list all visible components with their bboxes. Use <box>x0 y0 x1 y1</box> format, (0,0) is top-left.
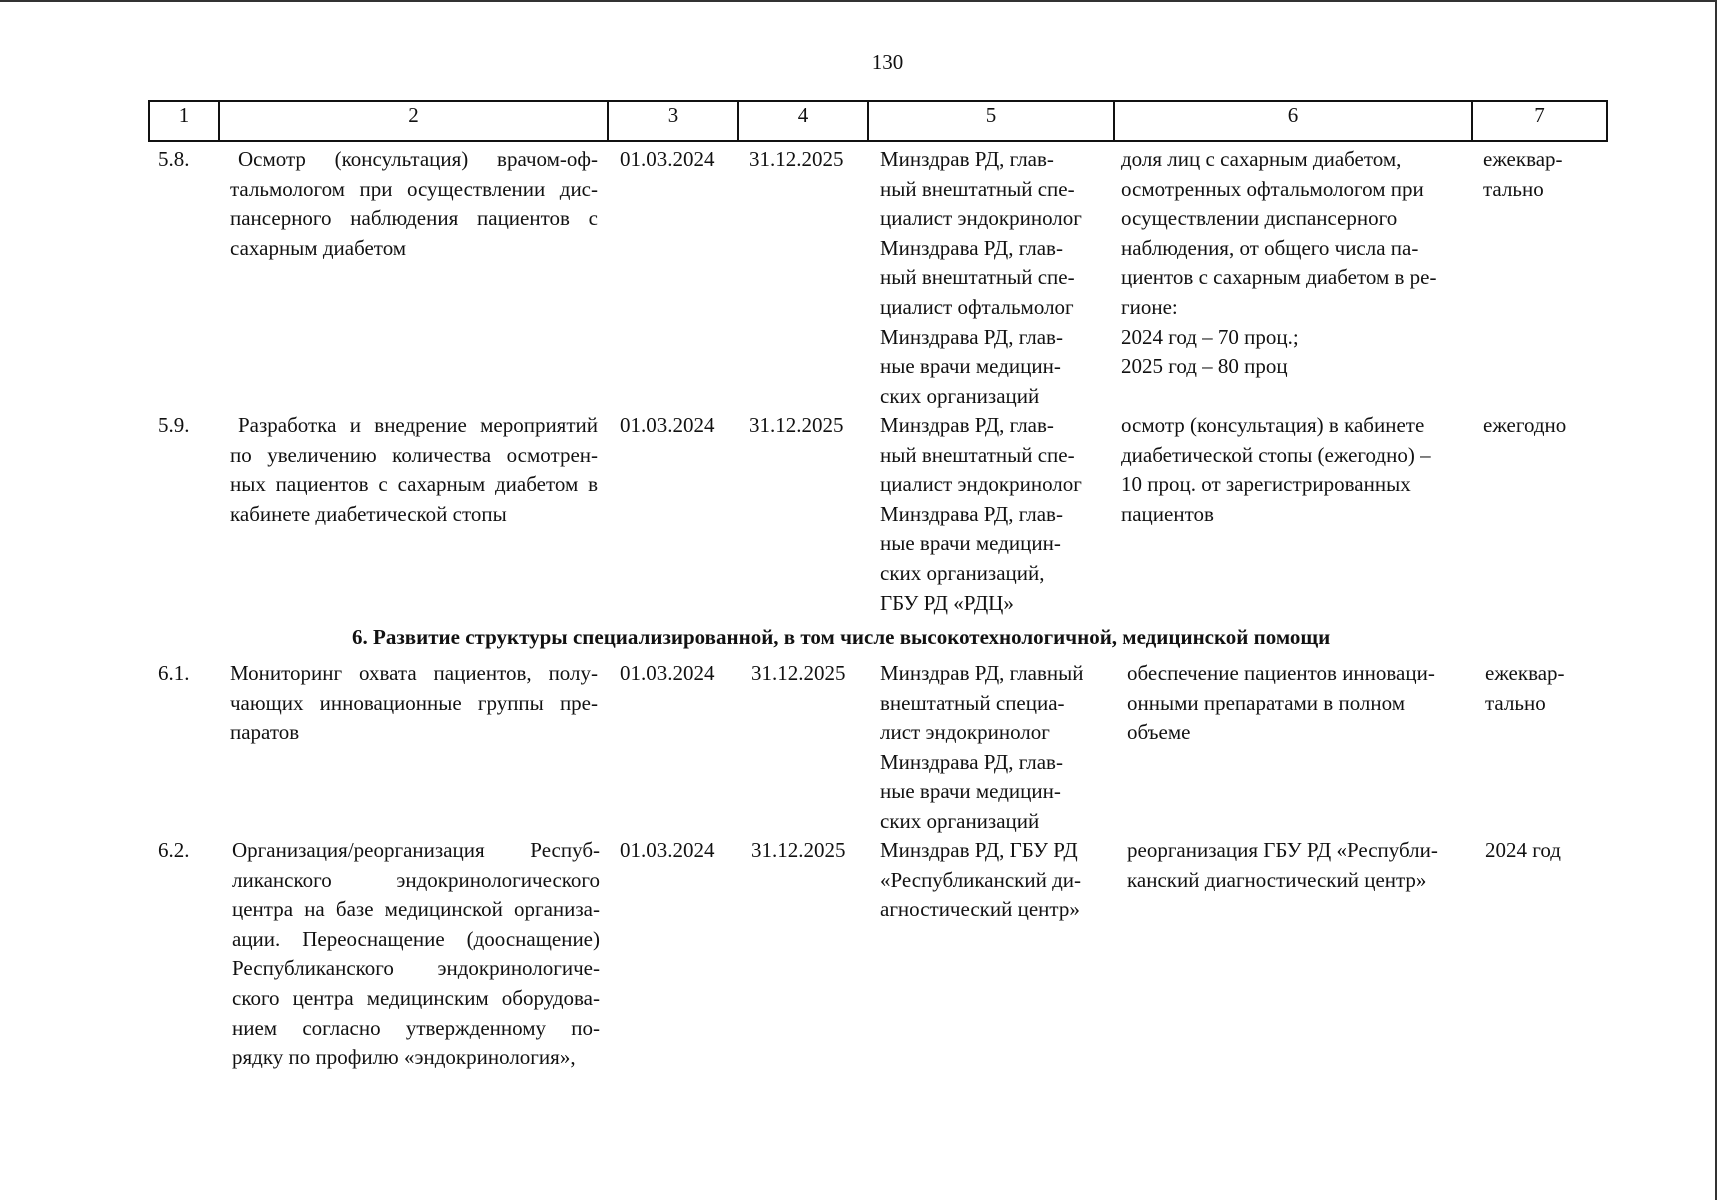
expected-result: доля лиц с сахарным диабетом, осмотренных офтальмологом при осуществлении диспансерного наблюдения, от общего числа па- циентов с сахарным диабетом в ре- гионе: 2024 год – 70 проц.; 2025 год – 80 проц <box>1121 147 1437 379</box>
activity-name-line: ского центра медицинским оборудова- <box>232 985 600 1010</box>
periodicity: ежеквар- тально <box>1483 147 1563 201</box>
activity-name-line: Организация/реорганизация Респуб- <box>232 838 600 862</box>
activity-name <box>230 659 598 748</box>
header-col-4: 4 <box>738 101 868 141</box>
column-number-header <box>148 100 1608 142</box>
activity-name-line: ации. Переоснащение (дооснащение) <box>232 926 600 951</box>
header-col-2: 2 <box>219 101 608 141</box>
activity-name-line: ных пациентов с сахарным диабетом в <box>230 472 598 497</box>
header-col-7: 7 <box>1472 101 1607 141</box>
page-number: 130 <box>871 50 904 74</box>
start-date: 01.03.2024 <box>620 413 715 437</box>
activity-name <box>230 411 598 529</box>
start-date: 01.03.2024 <box>620 147 715 171</box>
end-date: 31.12.2025 <box>751 838 846 862</box>
activity-name-line: рядку по профилю «эндокринология», <box>232 1045 576 1070</box>
activity-name-line: чающих инновационные группы пре- <box>230 690 598 715</box>
activity-name-line: паратов <box>230 720 300 745</box>
periodicity: 2024 год <box>1485 838 1561 862</box>
activity-name-line: тальмологом при осуществлении дис- <box>230 176 598 201</box>
expected-result: реорганизация ГБУ РД «Республи- канский диагностический центр» <box>1127 838 1438 892</box>
periodicity: ежегодно <box>1483 413 1567 437</box>
start-date: 01.03.2024 <box>620 661 715 685</box>
section-heading: 6. Развитие структуры специализированной, в том числе высокотехнологичной, медицинской помощи <box>352 625 1331 649</box>
activity-name-line: ликанского эндокринологического <box>232 867 600 892</box>
activity-name <box>232 836 600 1073</box>
row-number: 5.9. <box>158 413 190 437</box>
activity-name-line: нием согласно утвержденному по- <box>232 1015 600 1040</box>
activity-name-line: сахарным диабетом <box>230 235 407 260</box>
row-number: 6.2. <box>158 838 190 862</box>
activity-name-line: Мониторинг охвата пациентов, полу- <box>230 661 598 685</box>
expected-result: обеспечение пациентов инноваци- онными препаратами в полном объеме <box>1127 661 1435 745</box>
expected-result: осмотр (консультация) в кабинете диабетической стопы (ежегодно) – 10 проц. от зарегистрированных пациентов <box>1121 413 1431 526</box>
responsible-executors: Минздрав РД, главный внештатный специа- лист эндокринолог Минздрава РД, глав- ные врачи медицин- ских организаций <box>880 661 1084 833</box>
activity-name-line: пансерного наблюдения пациентов с <box>230 206 598 231</box>
activity-name <box>230 145 598 263</box>
activity-name-line: Осмотр (консультация) врачом-оф- <box>238 147 598 171</box>
end-date: 31.12.2025 <box>749 413 844 437</box>
header-col-5: 5 <box>868 101 1114 141</box>
start-date: 01.03.2024 <box>620 838 715 862</box>
scan-edge-top <box>0 0 1717 2</box>
activity-name-line: Разработка и внедрение мероприятий <box>238 413 598 437</box>
row-number: 5.8. <box>158 147 190 171</box>
header-col-3: 3 <box>608 101 738 141</box>
responsible-executors: Минздрав РД, ГБУ РД «Республиканский ди- агностический центр» <box>880 838 1082 922</box>
periodicity: ежеквар- тально <box>1485 661 1565 715</box>
activity-name-line: центра на базе медицинской организа- <box>232 897 600 922</box>
row-number: 6.1. <box>158 661 190 685</box>
responsible-executors: Минздрав РД, глав- ный внештатный спе- циалист эндокринолог Минздрава РД, глав- ные врачи медицин- ских организаций, ГБУ РД «РДЦ» <box>880 413 1082 615</box>
header-col-1: 1 <box>149 101 219 141</box>
activity-name-line: кабинете диабетической стопы <box>230 501 507 526</box>
activity-name-line: по увеличению количества осмотрен- <box>230 442 598 467</box>
end-date: 31.12.2025 <box>751 661 846 685</box>
end-date: 31.12.2025 <box>749 147 844 171</box>
responsible-executors: Минздрав РД, глав- ный внештатный спе- циалист эндокринолог Минздрава РД, глав- ный внештатный спе- циалист офтальмолог Минздрава РД, глав- ные врачи медицин- ских организаций <box>880 147 1082 408</box>
header-col-6: 6 <box>1114 101 1472 141</box>
activity-name-line: Республиканского эндокринологиче- <box>232 956 600 981</box>
